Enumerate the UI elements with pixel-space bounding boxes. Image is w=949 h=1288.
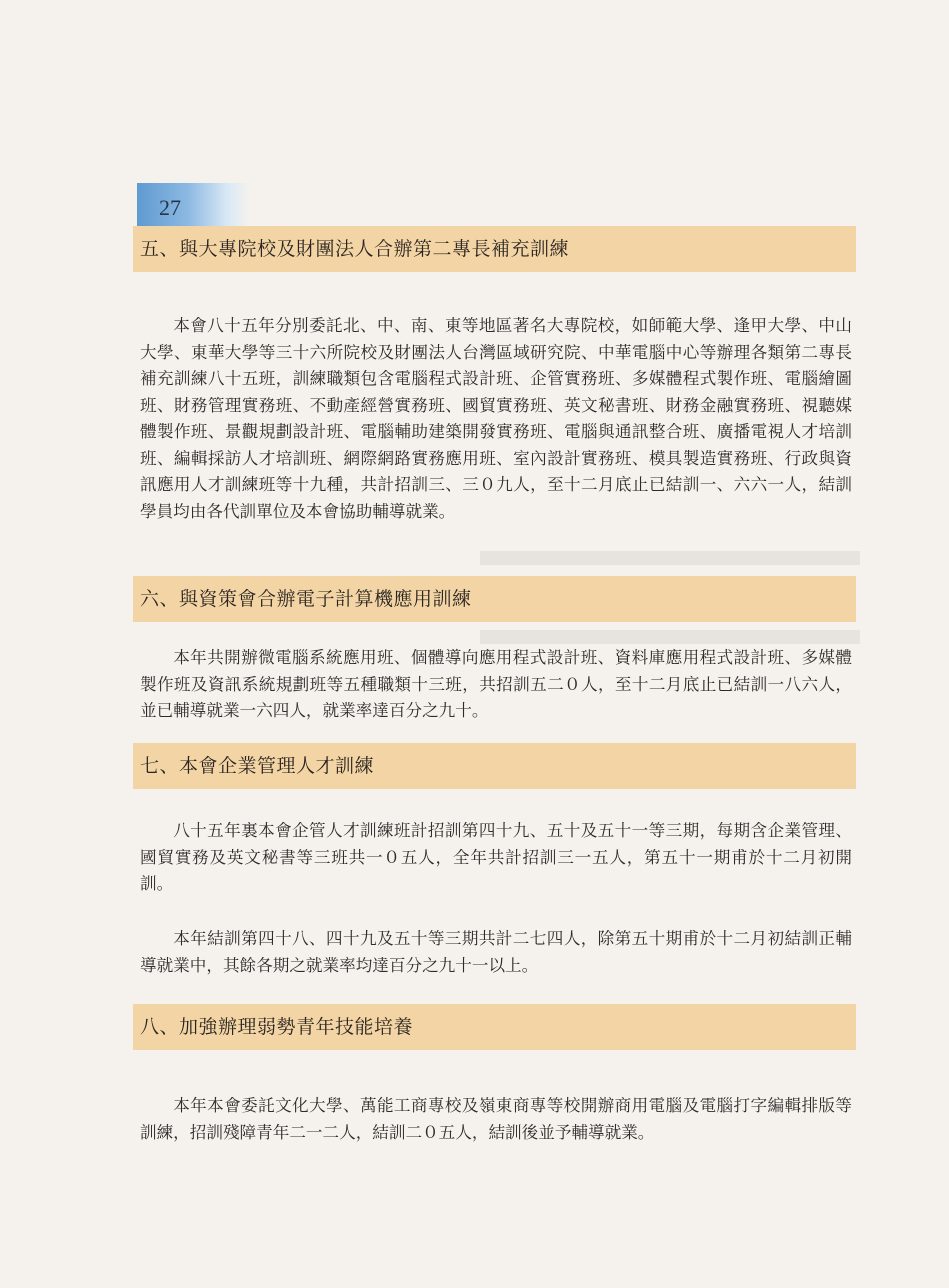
section-header-8 <box>133 1004 856 1050</box>
section-title: 五、與大專院校及財團法人合辦第二專長補充訓練 <box>140 238 570 260</box>
section-5-paragraph: 本會八十五年分別委託北、中、南、東等地區著名大專院校，如師範大學、逢甲大學、中山大學、東華大學等三十六所院校及財團法人台灣區域研究院、中華電腦中心等辦理各類第二專長補充訓練八十五班，訓練職類包含電腦程式設計班、企管實務班、多媒體程式製作班、電腦繪圖班、財務管理實務班、不動產經營實務班、國貿實務班、英文秘書班、財務金融實務班、視聽媒體製作班、景觀規劃設計班、電腦輔助建築開發實務班、電腦與通訊整合班、廣播電視人才培訓班、編輯採訪人才培訓班、網際網路實務應用班、室內設計實務班、模具製造實務班、行政與資訊應用人才訓練班等十九種，共計招訓三、三０九人，至十二月底止已結訓一、六六一人，結訓學員均由各代訓單位及本會協助輔導就業。 <box>140 316 852 521</box>
page-number: 27 <box>159 195 181 220</box>
section-title: 七、本會企業管理人才訓練 <box>140 755 375 777</box>
section-7-paragraph-1: 八十五年裏本會企管人才訓練班計招訓第四十九、五十及五十一等三期，每期含企業管理、國貿實務及英文秘書等三班共一０五人，全年共計招訓三一五人，第五十一期甫於十二月初開訓。 <box>140 821 852 893</box>
section-header-5 <box>133 226 856 272</box>
section-8-paragraph: 本年本會委託文化大學、萬能工商專校及嶺東商專等校開辦商用電腦及電腦打字編輯排版等訓練，招訓殘障青年二一二人，結訓二０五人，結訓後並予輔導就業。 <box>140 1096 852 1142</box>
page-number-tab <box>137 183 250 227</box>
section-header-6 <box>133 576 856 622</box>
section-6-paragraph: 本年共開辦微電腦系統應用班、個體導向應用程式設計班、資料庫應用程式設計班、多媒體製作班及資訊系統規劃班等五種職類十三班，共招訓五二０人，至十二月底止已結訓一八六人，並已輔導就業一六四人，就業率達百分之九十。 <box>140 648 852 720</box>
bleed-through-band <box>480 630 860 644</box>
section-title: 六、與資策會合辦電子計算機應用訓練 <box>140 588 472 610</box>
section-7-paragraph-2: 本年結訓第四十八、四十九及五十等三期共計二七四人，除第五十期甫於十二月初結訓正輔導就業中，其餘各期之就業率均達百分之九十一以上。 <box>140 929 852 975</box>
bleed-through-band <box>480 551 860 565</box>
section-title: 八、加強辦理弱勢青年技能培養 <box>140 1016 414 1038</box>
section-header-7 <box>133 743 856 789</box>
